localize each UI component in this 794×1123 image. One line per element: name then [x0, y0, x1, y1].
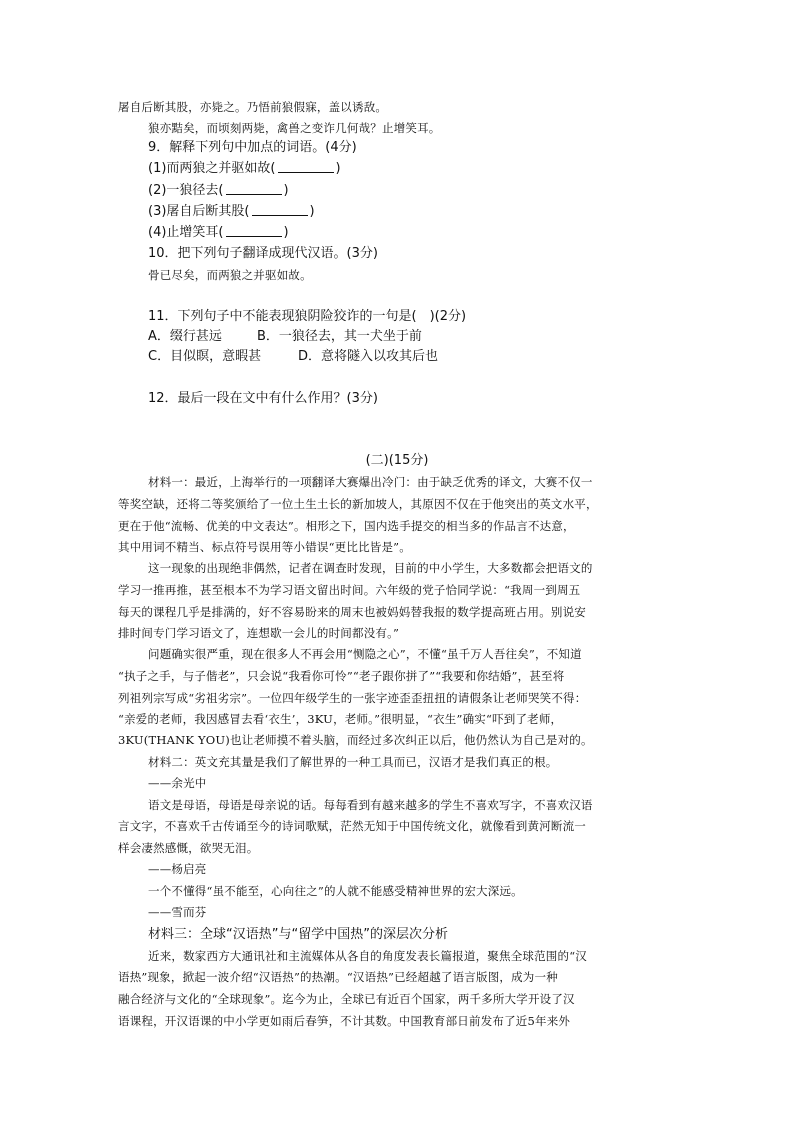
answer-blank[interactable]: [252, 203, 308, 216]
paragraph-line: 近来，数家西方大通讯社和主流媒体从各自的角度发表长篇报道，聚焦全球范围的“汉: [148, 949, 587, 963]
answer-blank[interactable]: [226, 224, 282, 237]
passage-line: 屠自后断其股，亦毙之。乃悟前狼假寐，盖以诱敌。: [118, 100, 388, 114]
paragraph-line: 融合经济与文化的“全球现象”。迄今为止，全球已有近百个国家，两千多所大学开设了汉: [118, 992, 575, 1006]
question-9-item-1: (1)而两狼之并驱如故( ): [148, 161, 341, 176]
paragraph-line: 学习一推再推，甚至根本不为学习语文留出时间。六年级的党子恰同学说：“我周一到周五: [118, 583, 581, 597]
attribution: ——雪而芬: [148, 905, 207, 919]
paragraph-line: 语热”现象，掀起一波介绍“汉语热”的热潮。“汉语热”已经超越了语言版图，成为一种: [118, 970, 558, 984]
question-11-prompt: 11．下列句子中不能表现狼阴险狡诈的一句是( )(2分): [148, 309, 467, 324]
question-9-item-2: (2)一狼径去( ): [148, 183, 289, 198]
material-1-line: 其中用词不精当、标点符号误用等小错误“更比比皆是”。: [118, 540, 411, 554]
paragraph-line: 这一现象的出现绝非偶然，记者在调查时发现，目前的中小学生，大多数都会把语文的: [148, 561, 593, 575]
paragraph-line: 语课程，开汉语课的中小学更如雨后春笋，不计其数。中国教育部日前发布了近5年来外: [118, 1014, 571, 1028]
answer-blank[interactable]: [226, 182, 282, 195]
material-1-line: 等奖空缺，还将二等奖颁给了一位土生土长的新加坡人，其原因不仅在于他突出的英文水平，: [118, 497, 598, 511]
paragraph-line: 排时间专门学习语文了，连想歇一会儿的时间都没有。”: [118, 626, 400, 640]
question-11-option-c: C．目似瞑，意暇甚: [148, 349, 262, 364]
paragraph-line: 列祖列宗写成“劣祖劣宗”。一位四年级学生的一张字迹歪歪扭扭的请假条让老师哭笑不得：: [118, 691, 587, 705]
answer-blank[interactable]: [278, 160, 334, 173]
question-10-sentence: 骨已尽矣，而两狼之并驱如故。: [148, 268, 312, 282]
paragraph-line: 言文字，不喜欢千古传诵至今的诗词歌赋，茫然无知于中国传统文化，就像看到黄河断流一: [118, 819, 586, 833]
material-3-title: 材料三：全球“汉语热”与“留学中国热”的深层次分析: [148, 927, 448, 942]
paragraph-line: 3KU(THANK YOU)也让老师摸不着头脑，而经过多次纠正以后，他仍然认为自己是对的。: [118, 733, 593, 747]
question-9-prompt: 9．解释下列句中加点的词语。(4分): [148, 140, 357, 155]
paragraph-line: 一个不懂得“虽不能至，心向往之”的人就不能感受精神世界的宏大深远。: [148, 884, 523, 898]
question-10-prompt: 10．把下列句子翻译成现代汉语。(3分): [148, 246, 378, 261]
question-11-option-a: A．缀行甚远: [148, 329, 222, 344]
attribution: ——杨启亮: [148, 862, 207, 876]
paragraph-line: 每天的课程几乎是排满的，好不容易盼来的周末也被妈妈替我报的数学提高班占用。别说安: [118, 605, 586, 619]
paragraph-line: 问题确实很严重，现在很多人不再会用“恻隐之心”，不懂“虽千万人吾往矣”，不知道: [148, 647, 582, 661]
paragraph-line: “亲爱的老师，我因感冒去看‘衣生’，3KU，老师。”很明显，“衣生”确实“吓到了老师，: [118, 712, 563, 726]
attribution: ——余光中: [148, 776, 207, 790]
question-9-item-3: (3)屠自后断其股( ): [148, 204, 315, 219]
passage-line: 狼亦黠矣，而顷刻两毙，禽兽之变诈几何哉？止增笑耳。: [148, 121, 441, 135]
question-11-option-d: D．意将隧入以攻其后也: [298, 349, 439, 364]
question-11-option-b: B．一狼径去，其一犬坐于前: [257, 329, 422, 344]
material-2-line: 材料二：英文充其量是我们了解世界的一种工具而已，汉语才是我们真正的根。: [148, 755, 558, 769]
material-1-line: 更在于他“流畅、优美的中文表达”。相形之下，国内选手提交的相当多的作品言不达意，: [118, 519, 575, 533]
question-12-prompt: 12．最后一段在文中有什么作用？(3分): [148, 391, 378, 406]
section-heading: (二)(15分): [365, 453, 429, 468]
paragraph-line: 语文是母语，母语是母亲说的话。每每看到有越来越多的学生不喜欢写字，不喜欢汉语: [148, 798, 593, 812]
paragraph-line: “执子之手，与子偕老”，只会说“我看你可怜”“老子跟你拼了”“我要和你结婚”，甚至将: [118, 669, 565, 683]
paragraph-line: 样会凄然感慨，欲哭无泪。: [118, 841, 259, 855]
material-1-line: 材料一：最近，上海举行的一项翻译大赛爆出冷门：由于缺乏优秀的译文，大赛不仅一: [148, 475, 593, 489]
question-9-item-4: (4)止增笑耳( ): [148, 225, 289, 240]
